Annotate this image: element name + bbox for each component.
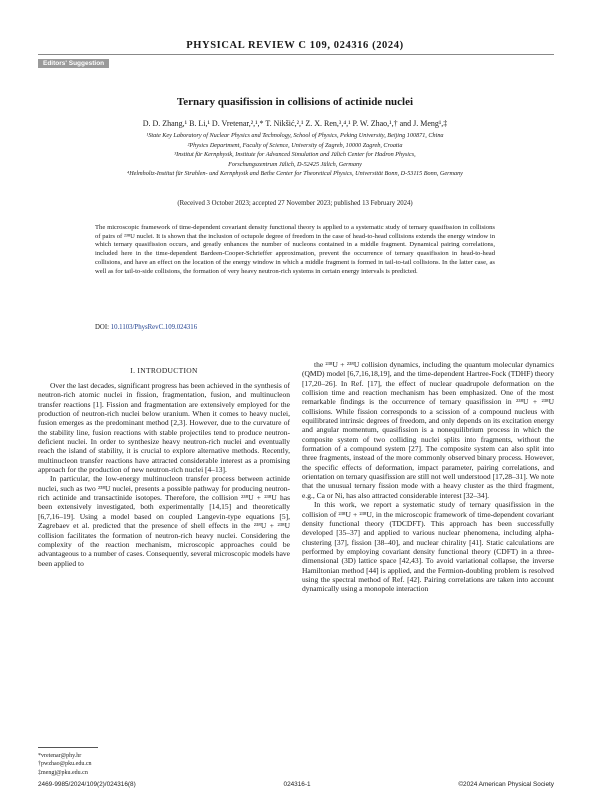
header-rule: [38, 54, 554, 55]
footnote-rule: [38, 747, 98, 748]
affiliation-3: ³Institut für Kernphysik, Institute for Advanced Simulation and Jülich Center for Hadron Physics,: [174, 151, 416, 159]
right-column: [302, 360, 554, 594]
page-footer: [38, 781, 554, 788]
paragraph: In this work, we report a systematic study of ternary quasifission in the collision of ²³⁸U + ²³⁸U, in the microscopic framework of time-dependent covariant density functional theory (TDCDFT). This approach has been successfully developed [35–37] and applied to various nuclear phenomena, including alpha-clustering [37], fission [38–40], and nuclear chirality [41]. Static calculations are performed by employing covariant density functional theory (CDFT) in a three-dimensional (3D) lattice space [42,43]. To avoid variational collapse, the inverse Hamiltonian method [44] is applied, and the Fermion-doubling problem is resolved using the spectral method of Ref. [42]. Pairing correlations are taken into account dynamically using a monopole interaction: [302, 500, 554, 594]
affiliation-3-cont: Forschungszentrum Jülich, D-52425 Jülich, Germany: [228, 160, 362, 168]
affiliation-1: ¹State Key Laboratory of Nuclear Physics and Technology, School of Physics, Peking University, Beijing 100871, China: [146, 132, 444, 139]
journal-header: PHYSICAL REVIEW C 109, 024316 (2024): [186, 40, 404, 51]
affiliation-4: ⁴Helmholtz-Institut für Strahlen- und Kernphysik and Bethe Center for Theoretical Physics, Universität Bonn, D-53115 Bonn, Germany: [127, 170, 463, 178]
footer-page-number: 024316-1: [283, 781, 311, 788]
affiliations: [40, 131, 550, 179]
abstract: The microscopic framework of time-dependent covariant density functional theory is applied to a systematic study of ternary quasifission in collisions of pairs of ²³⁸U nuclei. It is shown that the inclusion of octupole degree of freedom in the case of head-to-head collisions extends the energy window in which ternary quasifission occurs, and greatly enhances the number of nucleons contained in a middle fragment. Dynamical pairing correlations, included here in the time-dependent Bardeen-Cooper-Schrieffer approximation, prevent the occurrence of ternary quasifission in head-to-head collisions, and have an effect on the location of the energy window in which a middle fragment is formed in tail-to-tail collisions. In the latter case, as well as for tail-to-side collisions, the formation of very heavy neutron-rich systems in certain energy intervals is predicted.: [95, 224, 495, 275]
paper-title: Ternary quasifission in collisions of actinide nuclei: [176, 96, 414, 108]
section-heading-introduction: I. INTRODUCTION: [130, 366, 198, 375]
footnotes: [38, 752, 92, 777]
footer-issn: 2469-9985/2024/109(2)/024316(8): [38, 781, 136, 788]
author-list: D. D. Zhang,¹ B. Li,¹ D. Vretenar,²,¹,* T. Nikšić,²,¹ Z. X. Ren,³,⁴,¹ P. W. Zhao,¹,† and J. Meng¹,‡: [142, 119, 448, 128]
left-column: [38, 381, 290, 568]
doi-label: DOI:: [95, 324, 109, 331]
doi-line: [95, 324, 197, 331]
paragraph: Over the last decades, significant progress has been achieved in the synthesis of neutron-rich atomic nuclei in fission, fragmentation, fusion, and multinucleon transfer reactions [1]. Fission and fragmentation are extensively employed for the production of neutron-rich nuclei below uranium. When it comes to heavy nuclei, fusion emerges as the predominant method [2,3]. However, due to the curvature of the stability line, fusion reactions with stable projectiles tend to produce neutron-deficient nuclei. In order to synthesize heavy neutron-rich nuclei and eventually reach the island of stability, it is crucial to explore alternative methods. Recently, multinucleon transfer reactions have attracted considerable interest as a promising approach for the production of new neutron-rich nuclei [4–13].: [38, 381, 290, 475]
affiliation-2: ²Physics Department, Faculty of Science, University of Zagreb, 10000 Zagreb, Croatia: [187, 141, 403, 149]
paragraph: the ²³⁸U + ²³⁸U collision dynamics, including the quantum molecular dynamics (QMD) model [6,7,16,18,19], and the time-dependent Hartree-Fock (TDHF) theory [17,20–26]. In Ref. [17], the effect of nuclear quadrupole deformation on the collision time and reaction mechanism has been emphasized. One of the most remarkable findings is the occurrence of ternary quasifission in ²³⁸U + ²³⁸U collisions. While fission corresponds to a scission of a compound nucleus with equilibrated intrinsic degrees of freedom, and only depends on its excitation energy and angular momentum, quasifission is a nonequilibrium process in which the composite system of two colliding nuclei splits into fragments, without the formation of a compound system [27]. The composite system can also split into three fragments, instead of the more commonly observed binary process. However, the specific effects of deformation, impact parameter, pairing correlations, and orientation on ternary quasifission are still not well understood [17,28–31]. We note that the unusual ternary fission mode with a heavy cluster as the third fragment, e.g., Ca or Ni, has also attracted considerable interest [32–34].: [302, 360, 554, 500]
footnote-email[interactable]: *vretenar@phy.hr: [38, 753, 82, 759]
doi-link[interactable]: 10.1103/PhysRevC.109.024316: [110, 324, 198, 331]
editors-suggestion-tag: Editors' Suggestion: [38, 59, 109, 68]
footnote-email[interactable]: †pwzhao@pku.edu.cn: [38, 761, 92, 768]
footnote-email[interactable]: ‡mengj@pku.edu.cn: [38, 769, 88, 776]
paragraph: In particular, the low-energy multinucleon transfer process between actinide nuclei, such as two ²³⁸U nuclei, presents a possible pathway for producing neutron-rich actinide and transactinide isotopes. Therefore, the collision ²³⁸U + ²³⁸U has been extensively investigated, both experimentally [14,15] and theoretically [6,7,16–19]. Using a model based on coupled Langevin-type equations [5], Zagrebaev et al. predicted that the presence of shell effects in the ²³⁸U + ²³⁸U collision facilitates the formation of neutron-rich heavy nuclei. Considering the complexity of the reaction mechanism, microscopic approaches could be advantageous to a number of cases. Consequently, several microscopic models have been applied to: [38, 474, 290, 568]
footer-copyright: ©2024 American Physical Society: [458, 781, 554, 788]
received-dates: (Received 3 October 2023; accepted 27 November 2023; published 13 February 2024): [177, 200, 413, 207]
